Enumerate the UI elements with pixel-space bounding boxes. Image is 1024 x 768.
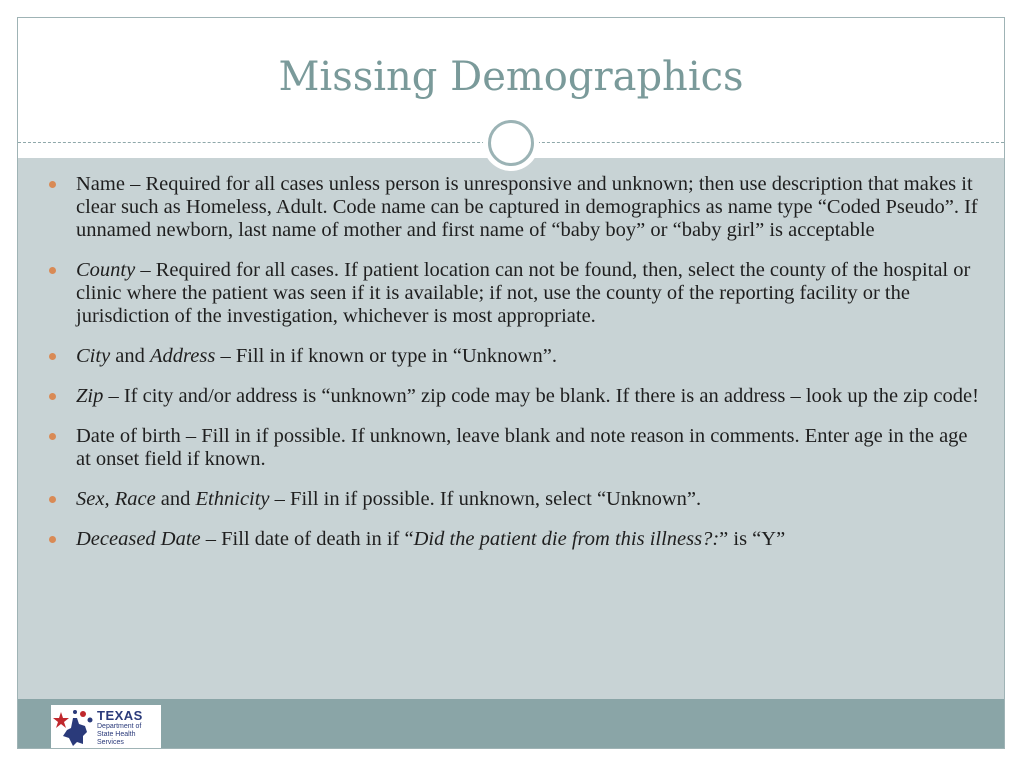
bullet-text: – Required for all cases. If patient location can not be found, then, select the county of the hospital or clinic where the patient was seen if it is available; if not, use the county of the reporting facility or the jurisdiction of the investigation, whichever is most appropriate. — [76, 259, 971, 327]
bullet-item — [18, 259, 1004, 328]
bullet-text: Date of birth – Fill in if possible. If unknown, leave blank and note reason in comments. Enter age in the age at onset field if known. — [76, 425, 968, 470]
logo-subtitle: Department of State Health Services — [97, 723, 142, 746]
bullet-text: ” is “Y” — [719, 528, 786, 550]
bullet-text: Did the patient die from this illness?: — [413, 528, 720, 550]
bullet-text: – Fill date of death in if “ — [200, 528, 414, 550]
bullet-item — [18, 385, 1004, 408]
slide-title: Missing Demographics — [278, 54, 744, 100]
bullet-text: and — [110, 345, 151, 367]
bullet-text: Address — [150, 345, 216, 367]
bullet-text: City — [76, 345, 111, 367]
bullet-text: – Fill in if possible. If unknown, select “Unknown”. — [269, 488, 702, 510]
bullet-text: – Fill in if known or type in “Unknown”. — [215, 345, 557, 367]
texas-star-people-logo-icon — [53, 708, 97, 748]
bullet-dot-icon — [49, 496, 56, 503]
bullet-text: – If city and/or address is “unknown” zip code may be blank. If there is an address – look up the zip code! — [103, 385, 979, 407]
bullet-text: Zip — [76, 385, 104, 407]
bullet-item — [18, 528, 1004, 551]
bullet-item — [18, 488, 1004, 511]
logo-title: TEXAS — [97, 708, 143, 723]
bullet-text: Sex, Race — [76, 488, 156, 510]
bullet-text: Ethnicity — [195, 488, 270, 510]
bullet-text: County — [76, 259, 136, 281]
bullet-item — [18, 425, 1004, 471]
bullet-text: Name – Required for all cases unless person is unresponsive and unknown; then use description that makes it clear such as Homeless, Adult. Code name can be captured in demographics as name type “Coded Pseudo”. If unnamed newborn, last name of mother and first name of “baby boy” or “baby girl” is acceptable — [76, 173, 978, 241]
bullet-dot-icon — [49, 181, 56, 188]
circle-ornament-icon — [488, 120, 534, 166]
bullet-text: and — [155, 488, 196, 510]
bullet-dot-icon — [49, 393, 56, 400]
bullet-text: Deceased Date — [76, 528, 201, 550]
bullet-list — [18, 173, 1004, 568]
bullet-item — [18, 173, 1004, 242]
bullet-item — [18, 345, 1004, 368]
footer-bar — [18, 699, 1004, 748]
texas-dshs-logo — [51, 705, 161, 749]
bullet-dot-icon — [49, 433, 56, 440]
bullet-dot-icon — [49, 536, 56, 543]
bullet-dot-icon — [49, 267, 56, 274]
bullet-dot-icon — [49, 353, 56, 360]
slide — [17, 17, 1005, 749]
